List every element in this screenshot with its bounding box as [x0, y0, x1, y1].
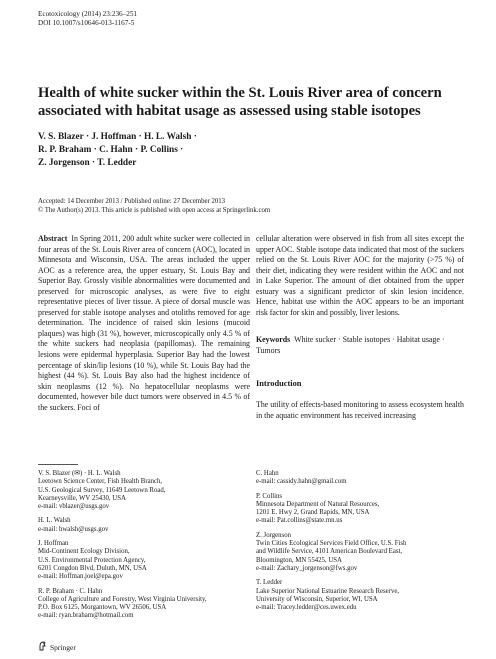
affiliation-line: Minnesota Department of Natural Resources, [256, 500, 380, 508]
affiliations-right [256, 470, 464, 618]
affiliations-left [38, 470, 250, 627]
affiliation-line: V. S. Blazer (✉) · H. L. Walsh [38, 470, 121, 477]
affiliation-line: Lake Superior National Estuarine Research Reserve, [256, 587, 400, 595]
affiliation-block [256, 579, 464, 612]
affiliation-line: Leetown Science Center, Fish Health Branch, [38, 478, 163, 486]
affiliation-block [256, 470, 464, 487]
affiliation-line: R. P. Braham · C. Hahn [38, 587, 103, 595]
publisher-name: Springer [50, 642, 76, 652]
affiliation-line: P.O. Box 6125, Morgantown, WV 26506, USA [38, 604, 167, 612]
affiliation-line: e-mail: vblazer@usgs.gov [38, 503, 110, 511]
springer-horse-icon [38, 641, 47, 653]
introduction-heading: Introduction [256, 379, 302, 388]
author-line: Z. Jorgenson · T. Ledder [38, 158, 137, 168]
affiliation-block [38, 517, 250, 534]
affiliation-line: U.S. Environmental Protection Agency, [38, 556, 146, 564]
affiliation-line: Kearneysville, WV 25430, USA [38, 494, 126, 502]
publisher-footer [38, 641, 76, 653]
affiliation-line: e-mail: cassidy.hahn@gmail.com [256, 478, 347, 486]
affiliation-line: P. Collins [256, 492, 283, 500]
affiliation-line: Twin Cities Ecological Services Field Office, U.S. Fish [256, 540, 407, 548]
abstract-text-right: cellular alteration were observed in fish from all sites except the upper AOC. Stable isotope data indicated that most of the suckers relied on the St. Louis River AOC for the majority (>75 %) of their diet, indicating they were resident within the AOC and not in Lake Superior. The amount of diet obtained from the upper estuary was a significant predictor of skin lesion incidence. Hence, habitat use within the AOC appears to be an important risk factor for skin and possibly, liver lesions. [256, 234, 464, 317]
affiliation-line: e-mail: hwalsh@usgs.gov [38, 525, 109, 533]
affiliation-line: H. L. Walsh [38, 517, 71, 525]
affiliation-line: J. Hoffman [38, 540, 69, 548]
affiliation-block [38, 540, 250, 581]
open-access-line: © The Author(s) 2013. This article is published with open access at Springerlink.com [38, 207, 271, 214]
affiliation-line: e-mail: ryan.braham@hotmail.com [38, 612, 134, 620]
affiliation-block [256, 493, 464, 526]
title-line: associated with habitat usage as assessed using stable isotopes [38, 103, 421, 119]
accepted-published-line: Accepted: 14 December 2013 / Published online: 27 December 2013 [38, 198, 226, 205]
affiliation-line: 1201 E. Hwy 2, Grand Rapids, MN, USA [256, 509, 370, 517]
affiliation-line: e-mail: Hoffman.joel@epa.gov [38, 573, 123, 581]
keywords-text: White sucker · Stable isotopes · Habitat usage · Tumors [256, 335, 445, 355]
affiliation-line: and Wildlife Service, 4101 American Boulevard East, [256, 548, 403, 556]
affiliation-line: University of Wisconsin, Superior, WI, USA [256, 595, 378, 603]
affiliation-line: e-mail: Zachary_jorgenson@fws.gov [256, 564, 358, 572]
affiliation-block [256, 532, 464, 573]
affiliation-line: Mid-Continent Ecology Division, [38, 548, 130, 556]
footnote-divider [38, 464, 78, 465]
author-line: R. P. Braham · C. Hahn · P. Collins · [38, 145, 184, 155]
affiliation-line: U.S. Geological Survey, 11649 Leetown Road, [38, 486, 166, 494]
keywords-label: Keywords [256, 335, 291, 344]
publication-dates [38, 197, 270, 215]
article-title [38, 84, 468, 120]
affiliation-line: Z. Jorgenson [256, 531, 291, 539]
affiliation-block [38, 470, 250, 511]
journal-doi: DOI 10.1007/s10646-013-1167-5 [38, 19, 135, 27]
affiliation-line: Bloomington, MN 55425, USA [256, 556, 342, 564]
abstract-label: Abstract [38, 234, 68, 243]
affiliation-line: e-mail: Tracey.ledder@ces.uwex.edu [256, 604, 357, 612]
title-line: Health of white sucker within the St. Louis River area of concern [38, 85, 442, 101]
journal-header [38, 10, 137, 28]
affiliation-line: e-mail: Pat.collins@state.mn.us [256, 517, 343, 525]
keywords [256, 335, 464, 356]
affiliation-line: College of Agriculture and Forestry, West Virginia University, [38, 595, 207, 603]
affiliation-line: T. Ledder [256, 579, 283, 587]
journal-citation: Ecotoxicology (2014) 23:236–251 [38, 10, 138, 18]
affiliation-line: 6201 Congdon Blvd, Duluth, MN, USA [38, 564, 147, 572]
affiliation-block [38, 588, 250, 621]
abstract-left-column [38, 234, 250, 413]
introduction-text: The utility of effects-based monitoring to assess ecosystem health in the aquatic environment has received increasing [256, 400, 464, 420]
author-line: V. S. Blazer · J. Hoffman · H. L. Walsh · [38, 132, 197, 142]
affiliation-line: C. Hahn [256, 470, 279, 477]
abstract-text-left: In Spring 2011, 200 adult white sucker were collected in four areas of the St. Louis River area of concern (AOC), located in Minnesota and Wisconsin, USA. The areas included the upper AOC as a reference area, the upper estuary, St. Louis Bay and Superior Bay. Grossly visible abnormalities were documented and preserved for microscopic analyses, as were five to eight representative pieces of liver tissue. A piece of dorsal muscle was preserved for stable isotope analyses and otoliths removed for age determination. The incidence of raised skin lesions (mucoid plaques) was high (31 %), however, microscopically only 4.5 % of the white suckers had neoplasia (papillomas). The remaining lesions were epidermal hyperplasia. Superior Bay had the lowest percentage of skin/lip lesions (10 %), while St. Louis Bay had the highest (44 %). St. Louis Bay also had the highest incidence of skin neoplasms (12 %). No hepatocellular neoplasms were documented, however bile duct tumors were observed in 4.5 % of the suckers. Foci of [38, 234, 251, 412]
abstract-right-column [256, 234, 464, 318]
author-list [38, 131, 368, 170]
